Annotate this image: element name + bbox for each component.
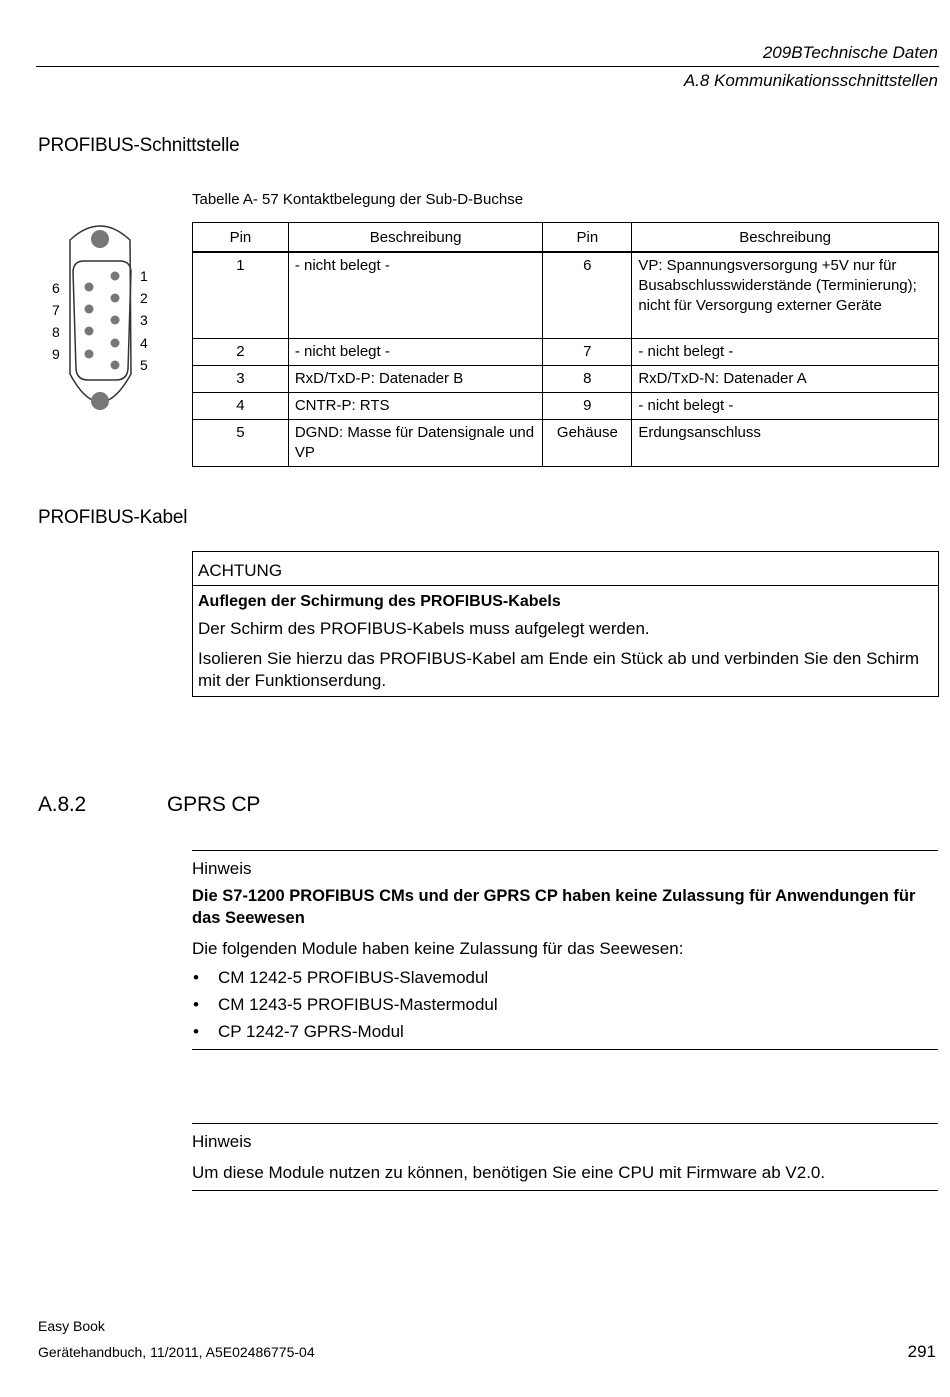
description-cell: DGND: Masse für Datensignale und VP: [288, 419, 543, 466]
table-caption: Tabelle A- 57 Kontaktbelegung der Sub-D-Buchse: [192, 191, 524, 208]
list-item: • CM 1242-5 PROFIBUS-Slavemodul: [192, 964, 938, 991]
pin-4: [111, 339, 120, 348]
pin-label-1: 1: [140, 268, 148, 284]
description-cell: - nicht belegt -: [632, 392, 939, 419]
description-cell: CNTR-P: RTS: [288, 392, 543, 419]
mounting-screw-bottom: [91, 392, 109, 410]
pin-label-3: 3: [140, 312, 148, 328]
description-cell: - nicht belegt -: [288, 338, 543, 365]
profibus-cable-heading: PROFIBUS-Kabel: [38, 507, 188, 528]
col-header-description: Beschreibung: [288, 223, 543, 253]
col-header-pin-2: Pin: [543, 223, 632, 253]
note-label: Hinweis: [192, 859, 252, 878]
note-label: Hinweis: [192, 1132, 252, 1151]
pin-cell: 3: [193, 365, 289, 392]
pin-label-5: 5: [140, 357, 148, 373]
description-cell: - nicht belegt -: [288, 252, 543, 338]
pin-8: [85, 327, 94, 336]
notice-text-1: Der Schirm des PROFIBUS-Kabels muss aufgelegt werden.: [198, 619, 650, 638]
pin-cell: 9: [543, 392, 632, 419]
pin-1: [111, 272, 120, 281]
note-text: Um diese Module nutzen zu können, benötigen Sie eine CPU mit Firmware ab V2.0.: [192, 1163, 826, 1182]
section-number: A.8.2: [38, 793, 87, 816]
table-row: [193, 392, 939, 419]
pin-3: [111, 316, 120, 325]
header-section: A.8 Kommunikationsschnittstellen: [683, 71, 938, 90]
description-cell: - nicht belegt -: [632, 338, 939, 365]
connector-face: [73, 261, 131, 380]
notice-text-2: Isolieren Sie hierzu das PROFIBUS-Kabel am Ende ein Stück ab und verbinden Sie den Schirm mit der Funktionserdung.: [198, 649, 919, 690]
list-item: • CM 1243-5 PROFIBUS-Mastermodul: [192, 991, 938, 1018]
pin-cell: 7: [543, 338, 632, 365]
pin-label-9: 9: [52, 346, 60, 362]
pin-cell: 2: [193, 338, 289, 365]
table-header-row: [193, 223, 939, 253]
pin-6: [85, 283, 94, 292]
pin-cell: Gehäuse: [543, 419, 632, 466]
pin-label-4: 4: [140, 335, 148, 351]
pin-cell: 6: [543, 252, 632, 338]
pin-label-8: 8: [52, 324, 60, 340]
pin-9: [85, 350, 94, 359]
header-rule: [36, 66, 939, 67]
pin-assignment-table: [192, 222, 939, 467]
description-line: VP: Spannungsversorgung +5V nur für Busabschlusswiderstände (Terminierung);: [638, 257, 917, 294]
description-cell: RxD/TxD-N: Datenader A: [632, 365, 939, 392]
table-row: [193, 419, 939, 466]
table-row: [193, 365, 939, 392]
pin-label-2: 2: [140, 290, 148, 306]
list-item: • CP 1242-7 GPRS-Modul: [192, 1018, 938, 1045]
note-box-1: [192, 850, 938, 1050]
section-heading: GPRS CP: [167, 793, 261, 816]
pin-5: [111, 361, 120, 370]
connector-shell: [70, 226, 131, 402]
pin-cell: 1: [193, 252, 289, 338]
note-box-2: [192, 1123, 938, 1191]
page-number: 291: [907, 1342, 936, 1361]
pin-2: [111, 294, 120, 303]
table-row: [193, 338, 939, 365]
description-line: nicht für Versorgung externer Geräte: [638, 297, 882, 314]
notice-subtitle: Auflegen der Schirmung des PROFIBUS-Kabels: [198, 593, 561, 610]
notice-box: [192, 551, 939, 697]
module-list: [192, 964, 938, 1045]
pin-cell: 4: [193, 392, 289, 419]
sub-d-connector-diagram: [48, 214, 158, 426]
table-row: [193, 252, 939, 338]
note-bold-text: Die S7-1200 PROFIBUS CMs und der GPRS CP haben keine Zulassung für Anwendungen für das Seewesen: [192, 887, 916, 927]
pin-cell: 5: [193, 419, 289, 466]
notice-title: ACHTUNG: [193, 552, 938, 586]
mounting-screw-top: [91, 230, 109, 248]
description-cell: Erdungsanschluss: [632, 419, 939, 466]
pin-label-7: 7: [52, 302, 60, 318]
description-cell: RxD/TxD-P: Datenader B: [288, 365, 543, 392]
footer-book: Easy Book: [38, 1318, 105, 1334]
profibus-interface-heading: PROFIBUS-Schnittstelle: [38, 135, 240, 156]
note-intro: Die folgenden Module haben keine Zulassung für das Seewesen:: [192, 939, 684, 958]
description-cell: [632, 252, 939, 338]
col-header-description-2: Beschreibung: [632, 223, 939, 253]
pin-cell: 8: [543, 365, 632, 392]
col-header-pin: Pin: [193, 223, 289, 253]
pin-7: [85, 305, 94, 314]
footer-manual: Gerätehandbuch, 11/2011, A5E02486775-04: [38, 1344, 315, 1360]
pin-label-6: 6: [52, 280, 60, 296]
header-chapter: 209BTechnische Daten: [762, 43, 938, 62]
